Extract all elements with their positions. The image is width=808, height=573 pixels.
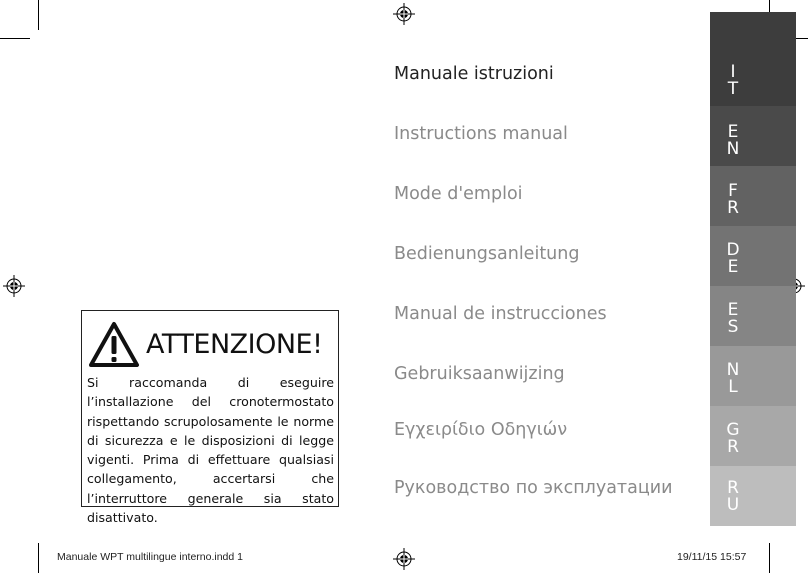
language-tab-it[interactable] (710, 12, 796, 106)
registration-mark-icon (393, 548, 415, 570)
crop-mark (769, 543, 770, 573)
tab-letter: S (727, 317, 739, 337)
crop-mark (38, 543, 39, 573)
language-tab-en[interactable] (710, 106, 796, 166)
tab-letter: U (726, 495, 740, 515)
crop-mark (38, 0, 39, 30)
warning-triangle-icon (87, 320, 141, 370)
tab-letter: G (726, 420, 740, 440)
tab-letter: N (726, 360, 740, 380)
warning-text: Si raccomanda di eseguire l’installazione del cronotermostato rispettando scrupolosamente le norme di sicurezza e le disposizioni di legge vigenti. Prima di effettuare qualsiasi collegamento, accertarsi che l’interruttore generale sia stato disattivato. (87, 375, 334, 526)
tab-letter: R (727, 198, 739, 218)
tab-letter: I (730, 62, 736, 82)
tab-letter: T (727, 79, 739, 99)
tab-letter: F (728, 181, 738, 201)
language-tab-de[interactable] (710, 226, 796, 286)
tab-letter: E (727, 122, 739, 142)
tab-letter: D (726, 240, 740, 260)
language-tab-gr[interactable] (710, 406, 796, 466)
manual-title-es: Manual de instrucciones (394, 304, 607, 324)
crop-mark (0, 38, 30, 39)
language-tab-es[interactable] (710, 286, 796, 346)
manual-title-it: Manuale istruzioni (394, 64, 554, 84)
tab-letter: R (727, 478, 739, 498)
footer-timestamp: 19/11/15 15:57 (677, 551, 747, 563)
tab-letter: R (727, 437, 739, 457)
tab-letter: E (727, 257, 739, 277)
footer-filename: Manuale WPT multilingue interno.indd 1 (57, 551, 243, 563)
tab-letter: L (728, 377, 738, 397)
manual-title-fr: Mode d'emploi (394, 184, 523, 204)
manual-title-gr: Εγχειρίδιο Οδηγιών (394, 420, 568, 440)
language-tab-fr[interactable] (710, 166, 796, 226)
manual-title-de: Bedienungsanleitung (394, 244, 580, 264)
warning-title: ATTENZIONE! (146, 329, 323, 360)
language-tab-nl[interactable] (710, 346, 796, 406)
registration-mark-icon (3, 275, 25, 297)
manual-title-en: Instructions manual (394, 124, 568, 144)
tab-letter: N (726, 139, 740, 159)
tab-letter: E (727, 300, 739, 320)
language-tab-ru[interactable] (710, 466, 796, 526)
manual-title-nl: Gebruiksaanwijzing (394, 364, 565, 384)
registration-mark-icon (393, 3, 415, 25)
manual-title-ru: Руководство по эксплуатации (394, 478, 673, 498)
